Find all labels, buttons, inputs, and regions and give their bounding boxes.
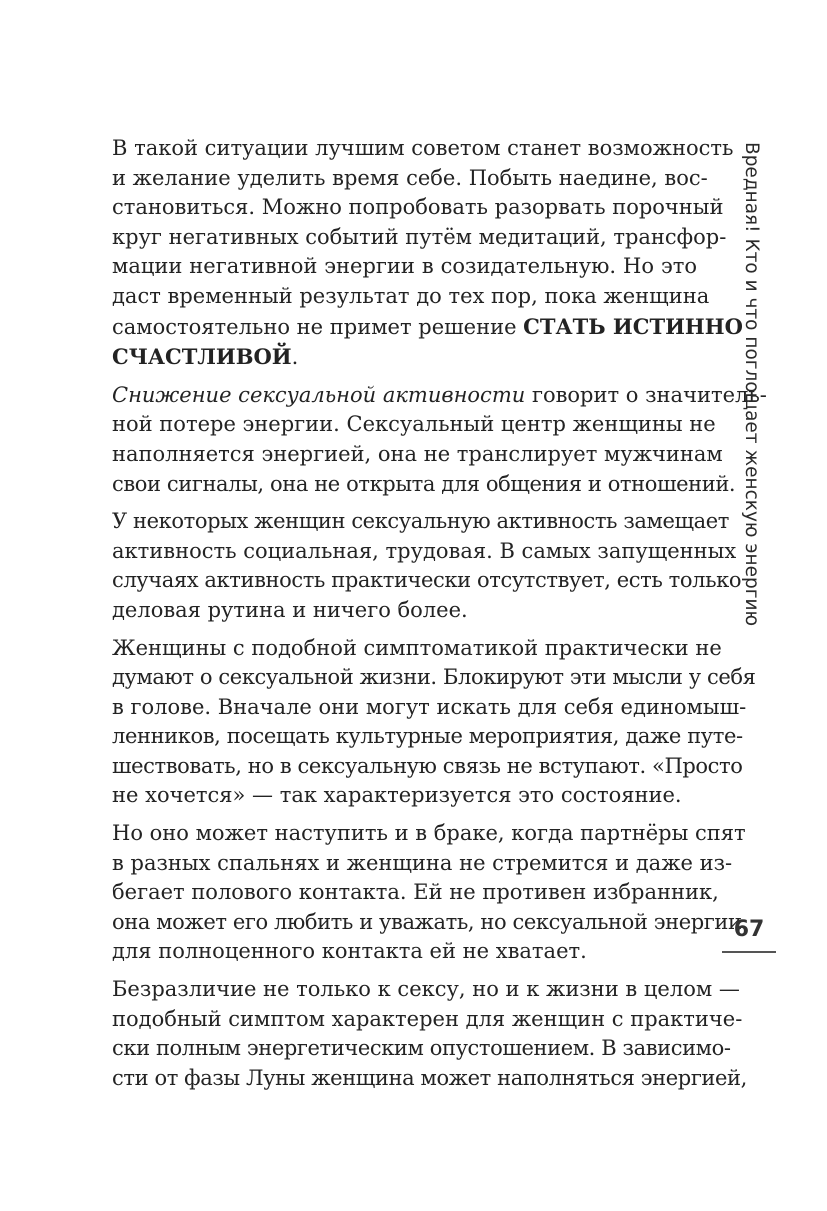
text-line: становиться. Можно попробовать разорвать порочный	[112, 195, 724, 220]
text-line: даст временный результат до тех пор, пока женщина	[112, 283, 710, 308]
text-line: бегает полового контакта. Ей не противен избранник,	[112, 880, 719, 905]
text-line: свои сигналы, она не открыта для общения и отношений.	[112, 471, 736, 496]
text-line: ленников, посещать культурные мероприятия, даже путе-	[112, 724, 743, 749]
text-line: она может его любить и уважать, но сексуальной энергии	[112, 909, 742, 934]
page-number: 67	[733, 917, 765, 942]
text-line: деловая рутина и ничего более.	[112, 597, 468, 622]
text-line	[112, 342, 697, 373]
paragraph-5	[112, 819, 746, 967]
text-line: У некоторых женщин сексуальную активность замещает	[112, 509, 729, 534]
page-number-rule	[722, 951, 776, 953]
text-run: говорит о значитель-	[525, 382, 767, 407]
text-line: ски полным энергетическим опустошением. В зависимо-	[112, 1036, 731, 1061]
emphasis-italic: Снижение сексуальной активности	[112, 382, 526, 407]
text-line: для полноценного контакта ей не хватает.	[112, 939, 587, 964]
text-line: наполняется энергией, она не транслирует мужчинам	[112, 441, 723, 466]
text-line: думают о сексуальной жизни. Блокируют эти мысли у себя	[112, 665, 756, 690]
text-line: сти от фазы Луны женщина может наполняться энергией,	[112, 1065, 747, 1090]
text-line: активность социальная, трудовая. В самых запущенных	[112, 538, 737, 563]
text-line: круг негативных событий путём медитаций, трансфор-	[112, 224, 727, 249]
text-line: случаях активность практически отсутствует, есть только	[112, 568, 742, 593]
running-head: Вредная! Кто и что поглощает женскую энергию	[741, 142, 762, 627]
text-line: Безразличие не только к сексу, но и к жизни в целом —	[112, 977, 740, 1002]
text-run: .	[291, 345, 299, 370]
text-line: ной потере энергии. Сексуальный центр женщины не	[112, 412, 716, 437]
paragraph-4	[112, 634, 756, 812]
emphasis-bold: СЧАСТЛИВОЙ	[112, 344, 292, 370]
text-line: шествовать, но в сексуальную связь не вступают. «Просто	[112, 753, 743, 778]
text-line: Но оно может наступить и в браке, когда партнёры спят	[112, 821, 746, 846]
text-line: и желание уделить время себе. Побыть наедине, вос-	[112, 165, 708, 190]
text-line: в голове. Вначале они могут искать для себя единомыш-	[112, 694, 747, 719]
emphasis-bold: СТАТЬ ИСТИННО	[523, 313, 743, 339]
text-line: подобный симптом характерен для женщин с практиче-	[112, 1006, 743, 1031]
paragraph-1	[112, 134, 743, 373]
paragraph-2	[112, 381, 767, 499]
text-line: в разных спальнях и женщина не стремится и даже из-	[112, 850, 733, 875]
text-run: самостоятельно не примет решение	[112, 314, 524, 339]
text-line: Женщины с подобной симптоматикой практически не	[112, 635, 722, 660]
text-line: В такой ситуации лучшим советом станет возможность	[112, 136, 734, 160]
text-line	[112, 312, 743, 343]
text-line: не хочется» — так характеризуется это состояние.	[112, 783, 682, 808]
text-line: мации негативной энергии в созидательную. Но это	[112, 254, 697, 279]
paragraph-3	[112, 507, 742, 625]
paragraph-6	[112, 975, 747, 1093]
text-line	[112, 381, 767, 411]
